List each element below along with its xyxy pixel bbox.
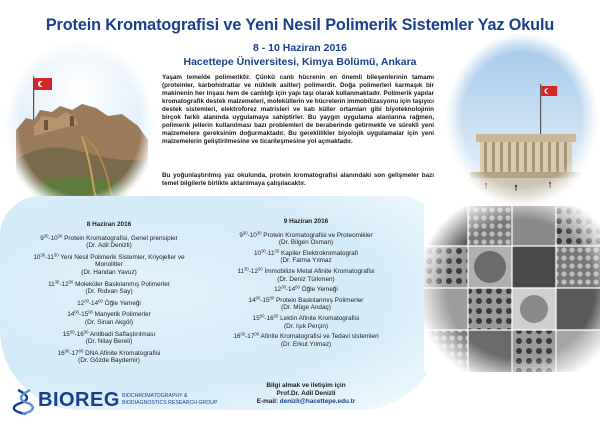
session-item	[28, 281, 190, 296]
session-title: Afinite Kromatografisi ve Tedavi sistemleri	[260, 333, 379, 341]
session-title: Manyetik Polimerler	[94, 311, 151, 319]
session-end-minute: 00	[254, 331, 260, 337]
session-start-hour: 16	[233, 333, 241, 341]
session-title: Öğle Yemeği	[104, 299, 141, 307]
session-end-minute: 00	[98, 298, 103, 304]
session-item	[28, 311, 190, 326]
session-end-hour: 11	[267, 249, 275, 257]
session-end-hour: 14	[288, 286, 296, 294]
session-speaker: (Dr. Müge Andaç)	[281, 304, 331, 312]
logo-subtitle	[122, 393, 217, 407]
anitkabir-photo	[446, 34, 598, 206]
session-start-minute: 30	[242, 230, 248, 236]
contact-info	[236, 382, 376, 405]
session-start-minute: 30	[84, 298, 89, 304]
session-title: Protein Baskılanmış Polimerler	[276, 296, 364, 304]
session-end-hour: 17	[247, 333, 255, 341]
session-start-minute: 30	[281, 284, 286, 290]
session-item	[222, 297, 390, 312]
session-end-hour: 17	[71, 349, 79, 357]
session-end-minute: 00	[273, 313, 279, 319]
separator: -	[264, 314, 267, 322]
session-end-hour: 11	[47, 253, 54, 261]
session-end-minute: 30	[53, 252, 59, 258]
session-start-hour: 9	[239, 231, 243, 239]
separator: -	[78, 311, 82, 319]
session-item	[222, 268, 390, 283]
session-title: DNA Afinite Kromatografisi	[85, 349, 161, 357]
separator: -	[265, 249, 268, 257]
session-end-minute: 00	[83, 329, 89, 335]
page-title: Protein Kromatografisi ve Yeni Nesil Polimerik Sistemler Yaz Okulu	[45, 16, 555, 34]
session-start-hour: 14	[67, 311, 75, 319]
email-label: E-mail:	[256, 397, 279, 405]
session-start-hour: 16	[57, 349, 65, 357]
session-end-minute: 00	[269, 295, 275, 301]
session-line	[222, 268, 390, 276]
session-line	[28, 235, 190, 243]
session-line	[222, 333, 390, 341]
session-start-hour: 9	[40, 234, 44, 242]
session-line	[28, 311, 190, 319]
contact-email-link[interactable]: denizli@hacettepe.edu.tr	[279, 397, 356, 405]
session-speaker: (Dr. Deniz Türkmen)	[277, 275, 335, 283]
session-start-minute: 30	[244, 266, 249, 272]
session-end-minute: 00	[78, 348, 84, 354]
session-end-minute: 30	[274, 248, 280, 254]
session-start-hour: 10	[253, 249, 262, 257]
session-start-minute: 00	[240, 331, 246, 337]
session-title: İmmobilize Metal Afinite Kromatografisi	[264, 267, 375, 275]
session-start-hour: 12	[77, 299, 85, 307]
day-1-sessions	[28, 235, 190, 365]
session-start-minute: 30	[261, 248, 266, 254]
program-day-1	[28, 221, 190, 369]
session-line	[28, 254, 190, 269]
session-end-hour: 15	[81, 311, 89, 319]
separator: -	[59, 280, 62, 288]
session-speaker: (Dr. Fatma Yılmaz	[280, 257, 332, 265]
session-end-hour: 10	[249, 231, 257, 239]
session-line	[222, 250, 390, 258]
session-end-hour: 10	[50, 234, 58, 242]
session-item	[28, 350, 190, 365]
bioreg-logo	[12, 388, 232, 416]
session-speaker: (Dr. Bilgen Osman)	[278, 239, 334, 247]
program-day-2	[222, 218, 390, 351]
session-item	[222, 286, 390, 294]
session-speaker: (Dr. Rıdvan Say)	[85, 288, 133, 296]
session-line	[28, 281, 190, 289]
event-dates: 8 - 10 Haziran 2016	[253, 42, 347, 54]
session-title: Moleküler Baskılanmış Polimerler	[75, 280, 170, 288]
session-speaker: (Dr. Erkut Yılmaz)	[280, 340, 332, 348]
session-start-minute: 00	[69, 329, 75, 335]
session-line	[222, 297, 390, 305]
session-title: Protein Kromatografisi, Genel prensipler	[64, 234, 178, 242]
session-start-hour: 12	[274, 286, 282, 294]
separator: -	[245, 333, 248, 341]
session-speaker: (Dr. Nilay Bereli)	[85, 338, 133, 346]
session-title: Protein Kromatografisi ve Proteomikler	[263, 231, 373, 239]
session-title: Lektin Afinite Kromatografisi	[280, 314, 360, 322]
session-line	[222, 286, 390, 294]
session-end-minute: 00	[88, 309, 93, 315]
day-2-sessions	[222, 232, 390, 349]
session-end-minute: 30	[256, 230, 262, 236]
session-end-hour: 12	[250, 267, 258, 275]
separator: -	[260, 296, 263, 304]
session-line	[28, 331, 190, 339]
session-speaker: (Dr. Gözde Baydemir)	[78, 357, 140, 365]
session-speaker: (Dr. Işık Perçin)	[283, 322, 329, 330]
dna-helix-icon	[12, 388, 36, 416]
session-item	[222, 250, 390, 265]
session-start-hour: 14	[248, 296, 256, 304]
session-start-minute: 30	[54, 279, 60, 285]
intro-paragraph: Yaşam temelde polimeriktir. Çünkü canlı hücrenin en önemli bileşenlerinin tamamı (proteinler, karbohidratlar ve nükleik asitler) polimerdir. Doğa polimerleri karmaşık bir makinenin her inşası hem de canlılığı için yapı taşı olarak kullanmaktadır. Polimerik yapılar kromatografik destek malzemeleri, moleküllerin ve hücrelerin immobilizasyonu için taşıyıcı destek sistemleri, elektroforez matrisleri ve katı küller ortamları gibi biyoteknolojinin birçok farklı alanında uygulamaya sahiptirler. Bu yaygın uygulama alanlarına rağmen, polimerik jellerin kullanılması bazı problemleri de beraberinde getirmekte ve sürekli yeni malzemelere gereksinim doğurmaktadır. Bu gereklilikler biyolojik uygulamalar için yeni malzemelerin geliştirilmesine ve ticarileşmesine yol açmaktadır.	[162, 74, 434, 146]
day-2-heading: 9 Haziran 2016	[283, 218, 329, 225]
microscopy-collage	[424, 206, 600, 372]
day-1-heading: 8 Haziran 2016	[86, 221, 132, 228]
contact-line-1: Bilgi almak ve iletişim için	[266, 382, 346, 389]
session-end-minute: 30	[68, 279, 74, 285]
session-start-minute: 30	[43, 233, 49, 239]
session-end-hour: 16	[266, 314, 274, 322]
session-start-minute: 00	[74, 309, 79, 315]
session-item	[222, 315, 390, 330]
session-start-minute: 00	[259, 313, 265, 319]
session-title: Antibadi Saflaştırılması	[89, 330, 156, 338]
session-start-minute: 00	[64, 348, 70, 354]
session-start-hour: 15	[252, 314, 260, 322]
session-item	[222, 232, 390, 247]
session-speaker: (Dr. Handan Yavuz)	[81, 268, 137, 276]
session-start-hour: 10	[33, 253, 41, 261]
logo-subtitle-line-2: BIODIAGNOSTICS RESEARCH GROUP	[122, 400, 218, 406]
session-speaker: (Dr. Sinan Akgöl)	[85, 318, 133, 326]
session-title: Kapiler Elektrokromatografi	[280, 249, 359, 257]
session-end-hour: 16	[76, 330, 84, 338]
session-title: Yeni Nesil Polimerik Sistemler, Kriyojeller ve Monolitler	[60, 253, 185, 269]
session-end-minute: 30	[57, 233, 63, 239]
contact-person: Prof.Dr. Adil Denizli	[276, 389, 336, 397]
session-line	[222, 232, 390, 240]
session-start-minute: 30	[40, 252, 46, 258]
session-item	[28, 300, 190, 308]
session-line	[222, 315, 390, 323]
intro-paragraph-2: Bu yoğunlaştırılmış yaz okulunda, protein kromatografisi alanındaki son gelişmeler bazı temel bilgilerle birlikte aktarılmaya çalışılacaktır.	[162, 172, 434, 188]
session-line	[28, 300, 190, 308]
session-end-minute: 00	[295, 284, 300, 290]
separator: -	[69, 349, 72, 357]
separator: -	[48, 234, 51, 242]
session-end-hour: 12	[61, 280, 69, 288]
session-item	[28, 331, 190, 346]
session-line	[28, 350, 190, 358]
separator: -	[74, 330, 77, 338]
logo-subtitle-line-1: BIOCHROMATOGRAPHY &	[122, 393, 188, 399]
session-end-hour: 15	[262, 296, 270, 304]
session-start-hour: 11	[237, 267, 245, 275]
ankara-castle-photo	[4, 40, 156, 212]
session-end-hour: 14	[91, 299, 99, 307]
logo-name: BIOREG	[38, 389, 120, 411]
separator: -	[45, 253, 48, 261]
session-start-minute: 00	[255, 295, 261, 301]
event-venue: Hacettepe Üniversitesi, Kimya Bölümü, Ankara	[183, 56, 417, 68]
separator: -	[247, 231, 250, 239]
session-speaker: (Dr. Adil Denizli)	[86, 242, 132, 250]
session-title: Öğle Yemeği	[301, 286, 338, 294]
separator: -	[88, 299, 92, 307]
session-start-hour: 15	[62, 330, 70, 338]
session-item	[222, 333, 390, 348]
separator: -	[248, 267, 251, 275]
separator: -	[285, 286, 289, 294]
session-end-minute: 30	[258, 266, 263, 272]
session-item	[28, 254, 190, 277]
session-start-hour: 11	[48, 280, 55, 288]
session-item	[28, 235, 190, 250]
